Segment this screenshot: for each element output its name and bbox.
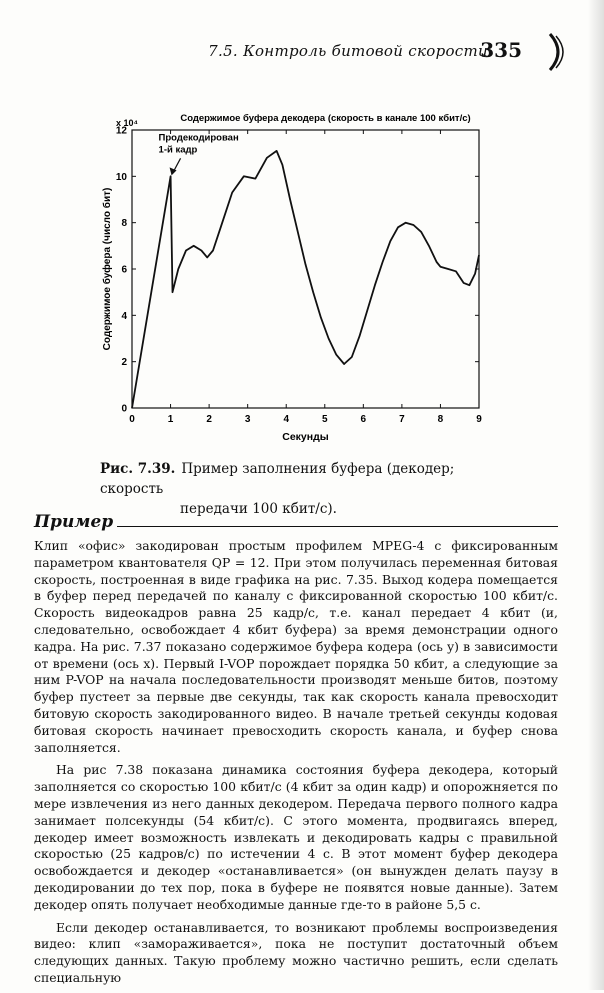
example-heading: [34, 512, 564, 538]
y-multiplier-label: x 10⁴: [116, 118, 138, 128]
page-number: 335: [480, 38, 522, 62]
x-tick-label: 8: [437, 414, 444, 425]
y-tick-label: 10: [115, 171, 127, 183]
y-tick-label: 12: [115, 125, 127, 137]
paragraph-2: На рис 7.38 показана динамика состояния буфера декодера, который заполняется со скоростью 100 кбит/с (4 кбит за один кадр) и опорожняется по мере извлечения из него данных декодером. Передача первого полного кадра занимает полсекунды (54 кбит/с). С этого момента, продвигаясь вперед, декодер имеет возможность извлекать и декодировать кадры с правильной скоростью (25 кадров/с) по истечении 4 с. В этот момент буфер декодера освобождается и декодер «останавливается» (он вынужден делать паузу в декодировании до тех пор, пока в буфере не появятся новые данные). Затем декодер опять получает необходимые данные где-то в районе 5,5 с.: [34, 762, 558, 912]
x-tick-label: 4: [283, 414, 290, 425]
plot-frame: [132, 130, 479, 408]
buffer-chart: [96, 108, 496, 453]
example-body: [34, 538, 558, 993]
y-tick-label: 4: [121, 310, 127, 322]
y-tick-label: 2: [121, 357, 127, 369]
y-tick-label: 6: [121, 264, 127, 276]
x-tick-label: 5: [321, 414, 328, 425]
caption-label: Рис. 7.39.: [100, 461, 176, 477]
figure-caption: [100, 459, 520, 519]
paragraph-3: Если декодер останавливается, то возникают проблемы воспроизведения видео: клип «замораживается», пока не поступит достаточный объем следующих данных. Такую проблему можно частично решить, если сделать специальную: [34, 919, 558, 985]
chart-title: Содержимое буфера декодера (скорость в канале 100 кбит/с): [180, 113, 471, 124]
x-tick-label: 3: [244, 414, 251, 425]
running-header: [0, 36, 560, 70]
caption-line2: передачи 100 кбит/с).: [180, 501, 337, 517]
annotation-line1: Продекодирован: [158, 132, 239, 144]
paragraph-1: Клип «офис» закодирован простым профилем MPEG-4 с фиксированным параметром квантователя QP = 12. При этом получилась переменная битовая скорость, построенная в виде графика на рис. 7.35. Выход кодера помещается в буфер перед передачей по каналу с фиксированной скоростью 100 кбит/с. Скорость видеокадров равна 25 кадр/с, т.е. канал передает 4 кбит (и, следовательно, освобождает 4 кбит буфера) за время демонстрации одного кадра. На рис. 7.37 показано содержимое буфера кодера (ось y) в зависимости от времени (ось x). Первый I-VOP порождает порядка 50 кбит, а следующие за ним P-VOP на начала последовательности производят меньше битов, поэтому буфер пустеет за первые две секунды, так как скорость канала превосходит битовую скорость закодированного видео. В начале третьей секунды кодовая битовая скорость начинает превосходить скорость канала, и буфер снова заполняется.: [34, 538, 558, 755]
x-axis-label: Секунды: [282, 431, 329, 443]
caption-line1: Пример заполнения буфера (декодер; скорость: [100, 461, 455, 497]
x-tick-label: 1: [167, 414, 174, 425]
x-tick-label: 0: [129, 414, 135, 425]
example-heading-text: Пример: [34, 512, 117, 532]
y-tick-label: 0: [121, 403, 127, 415]
y-tick-label: 8: [121, 218, 127, 230]
series-line-buffer: [132, 151, 479, 408]
x-tick-label: 2: [206, 414, 212, 425]
section-title: 7.5. Контроль битовой скорости: [208, 42, 488, 60]
x-tick-label: 9: [476, 414, 482, 425]
chart-svg: [96, 108, 496, 453]
page-tab-bracket-icon: [548, 32, 568, 72]
page-edge-shadow: [588, 0, 604, 990]
y-axis-label: Содержимое буфера (число бит): [102, 187, 113, 351]
annotation-line2: 1-й кадр: [158, 144, 198, 156]
x-tick-label: 7: [399, 414, 405, 425]
x-tick-label: 6: [360, 414, 367, 425]
